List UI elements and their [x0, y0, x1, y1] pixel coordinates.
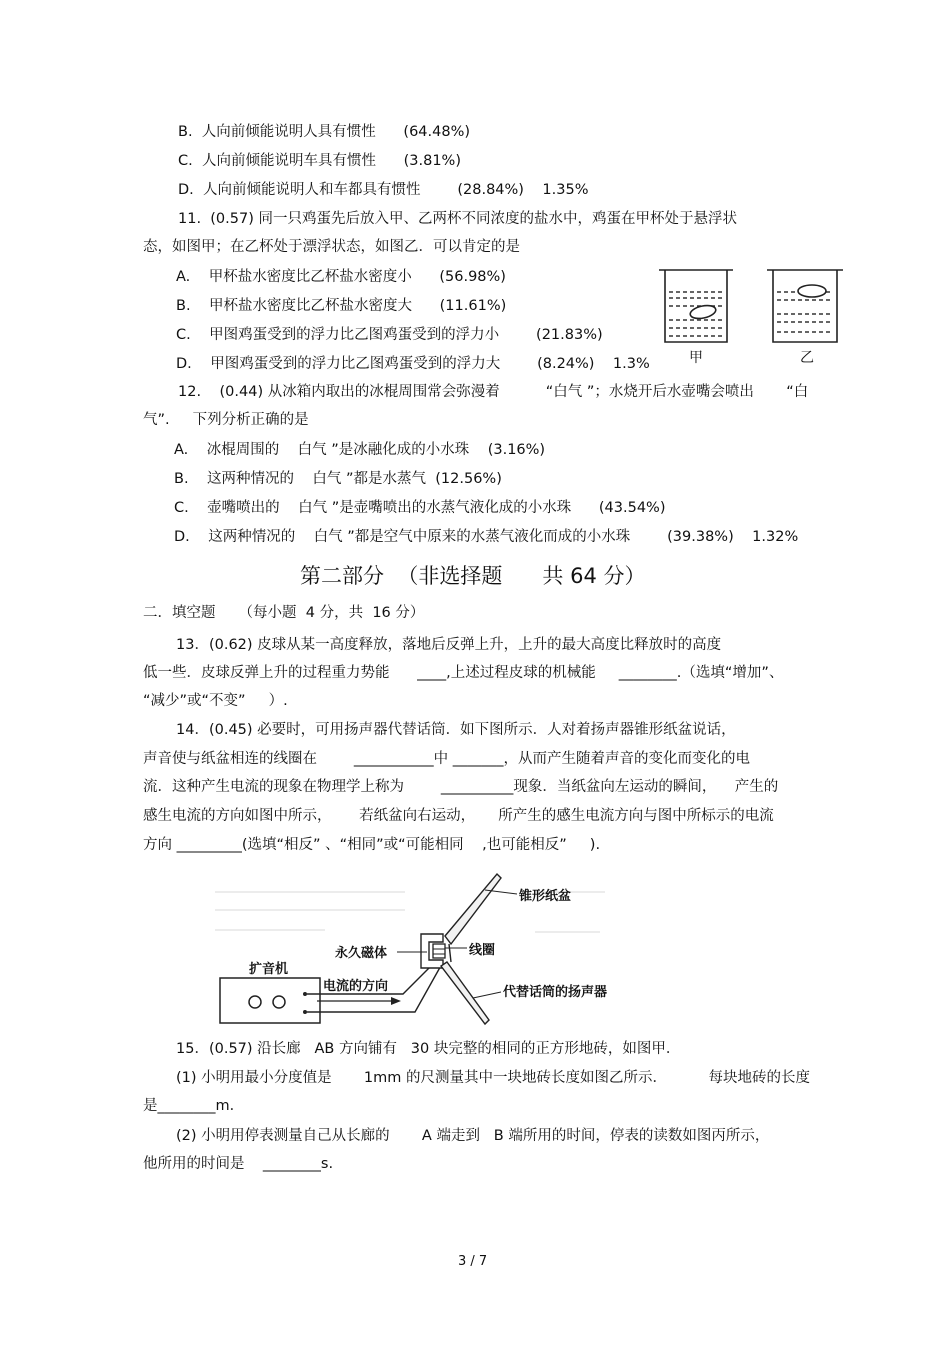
terminal-dot	[303, 1010, 307, 1014]
option-line: A. 冰棍周围的 白气 ”是冰融化成的小水珠 (3.16%)	[174, 442, 546, 458]
question-line: 流．这种产生电流的现象在物理学上称为 __________现象．当纸盆向左运动的瞬间， 产生的	[143, 779, 779, 795]
beaker-right-label: 乙	[800, 350, 814, 366]
option-line: B. 甲杯盐水密度比乙杯盐水密度大 (11.61%)	[176, 298, 507, 314]
terminal-dot	[303, 992, 307, 996]
option-line: C. 甲图鸡蛋受到的浮力比乙图鸡蛋受到的浮力小 (21.83%)	[176, 327, 603, 343]
option-line: C. 人向前倾能说明车具有惯性 (3.81%)	[178, 153, 461, 169]
question-line: 他所用的时间是 ________s.	[143, 1156, 334, 1172]
beaker-left-label: 甲	[689, 350, 703, 366]
speaker-diagram	[205, 870, 625, 1035]
amplifier-box	[220, 978, 320, 1023]
question-line: (2) 小明用停表测量自己从长廊的 A 端走到 B 端所用的时间，停表的读数如图丙所示，	[176, 1128, 770, 1144]
question-line: “减少”或“不变” ）.	[143, 693, 288, 709]
question-line: 11. (0.57) 同一只鸡蛋先后放入甲、乙两杯不同浓度的盐水中，鸡蛋在甲杯处于悬浮状	[178, 211, 737, 227]
label-coil: 线圈	[469, 943, 496, 958]
question-line: 态，如图甲；在乙杯处于漂浮状态，如图乙．可以肯定的是	[143, 239, 520, 255]
beaker-figures	[655, 262, 855, 372]
question-line: 感生电流的方向如图中所示， 若纸盆向右运动， 所产生的感生电流方向与图中所标示的电流	[143, 808, 774, 824]
leader-speaker	[473, 992, 501, 998]
amplifier-knob	[249, 996, 261, 1008]
question-line: 是________m．	[143, 1098, 245, 1114]
cone-paper-lower	[441, 962, 489, 1024]
amplifier-knob	[273, 996, 285, 1008]
current-arrowhead	[391, 997, 401, 1005]
question-line: 15．(0.57) 沿长廊 AB 方向铺有 30 块完整的相同的正方形地砖，如图甲．	[176, 1041, 681, 1057]
label-cone: 锥形纸盆	[519, 889, 572, 904]
label-speaker: 代替话筒的扬声器	[503, 985, 608, 1000]
cone-paper	[445, 874, 501, 944]
option-line: B. 人向前倾能说明人具有惯性 (64.48%)	[178, 124, 471, 140]
question-line: 14．(0.45) 必要时，可用扬声器代替话筒．如下图所示．人对着扬声器锥形纸盆说话，	[176, 722, 736, 738]
option-line: D. 人向前倾能说明人和车都具有惯性 (28.84%) 1.35%	[178, 182, 589, 198]
liquid-right	[777, 292, 833, 332]
question-line: 13．(0.62) 皮球从某一高度释放，落地后反弹上升，上升的最大高度比释放时的高度	[176, 637, 722, 653]
page-number: 3 / 7	[458, 1254, 488, 1269]
option-line: B. 这两种情况的 白气 ”都是水蒸气 (12.56%)	[174, 471, 502, 487]
label-current: 电流的方向	[323, 979, 389, 994]
label-amplifier: 扩音机	[249, 962, 289, 977]
question-line: 气”. 下列分析正确的是	[143, 412, 309, 428]
option-line: A. 甲杯盐水密度比乙杯盐水密度小 (56.98%)	[176, 269, 506, 285]
coil	[433, 944, 445, 958]
question-line: (1) 小明用最小分度值是 1mm 的尺测量其中一块地砖长度如图乙所示． 每块地砖的长度	[176, 1070, 810, 1086]
question-line: 声音使与纸盆相连的线圈在 ___________中 _______，从而产生随着声音的变化而变化的电	[143, 751, 750, 767]
question-line: 低一些．皮球反弹上升的过程重力势能 ____,上述过程皮球的机械能 ________.（选填“增加”、	[143, 665, 784, 681]
question-line: 12. (0.44) 从冰箱内取出的冰棍周围常会弥漫着 “白气 ”；水烧开后水壶嘴会喷出 “白	[178, 384, 809, 400]
beaker-right	[767, 270, 843, 342]
option-line: D. 这两种情况的 白气 ”都是空气中原来的水蒸气液化而成的小水珠 (39.38%) 1.32%	[174, 529, 799, 545]
option-line: C. 壶嘴喷出的 白气 ”是壶嘴喷出的水蒸气液化成的小水珠 (43.54%)	[174, 500, 666, 516]
section-title: 第二部分 （非选择题 共 64 分）	[300, 564, 646, 588]
question-line: 方向 _________(选填“相反” 、“相同”或“可能相同 ,也可能相反” ).	[143, 837, 601, 853]
label-magnet: 永久磁体	[335, 946, 388, 961]
option-line: D. 甲图鸡蛋受到的浮力比乙图鸡蛋受到的浮力大 (8.24%) 1.3%	[176, 356, 650, 372]
section-heading: 二．填空题 （每小题 4 分，共 16 分）	[143, 605, 425, 621]
egg-right	[798, 285, 826, 297]
